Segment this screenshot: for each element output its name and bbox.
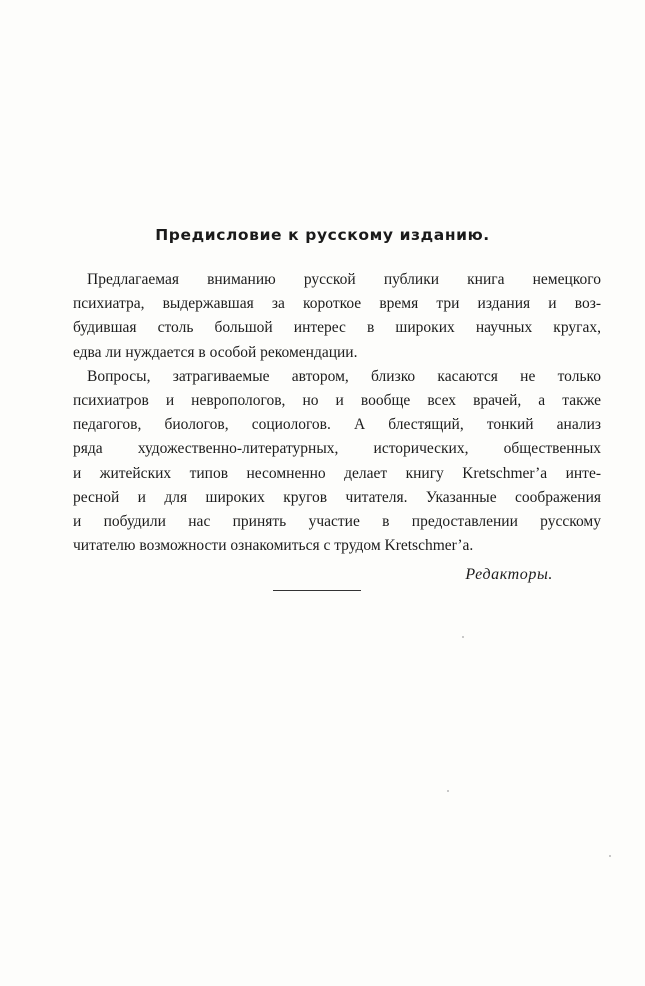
text-line: Предлагаемая вниманию русской публики книга немецкого [87,271,601,288]
text-line: психиатра, выдержавшая за короткое время три издания и воз- [73,295,601,313]
print-speck [447,790,449,792]
text-line: и побудили нас принять участие в предоставлении русскому [73,513,601,531]
text-line: психиатров и невропологов, но и вообще всех врачей, а также [73,392,601,410]
paragraph-2 [73,365,601,559]
print-speck [462,636,464,638]
preface-body [73,268,601,558]
paragraph-1 [73,268,601,365]
text-line: ресной и для широких кругов читателя. Указанные соображения [73,488,601,506]
print-speck [609,855,611,857]
text-line: и житейских типов несомненно делает книгу Kretschmer’а инте- [73,464,601,482]
text-line: читателю возможности ознакомиться с трудом Kretschmer’а. [73,537,474,555]
text-line: будившая столь большой интерес в широких научных кругах, [73,319,601,337]
divider-rule [273,590,361,591]
text-line: педагогов, биологов, социологов. А блестящий, тонкий анализ [73,416,601,434]
preface-heading: Предисловие к русскому изданию. [155,226,490,244]
text-line: ряда художественно-литературных, исторических, общественных [73,440,601,458]
text-line: едва ли нуждается в особой рекомендации. [73,343,358,361]
text-line: Вопросы, затрагиваемые автором, близко касаются не только [87,367,601,385]
signature: Редакторы. [465,566,553,583]
